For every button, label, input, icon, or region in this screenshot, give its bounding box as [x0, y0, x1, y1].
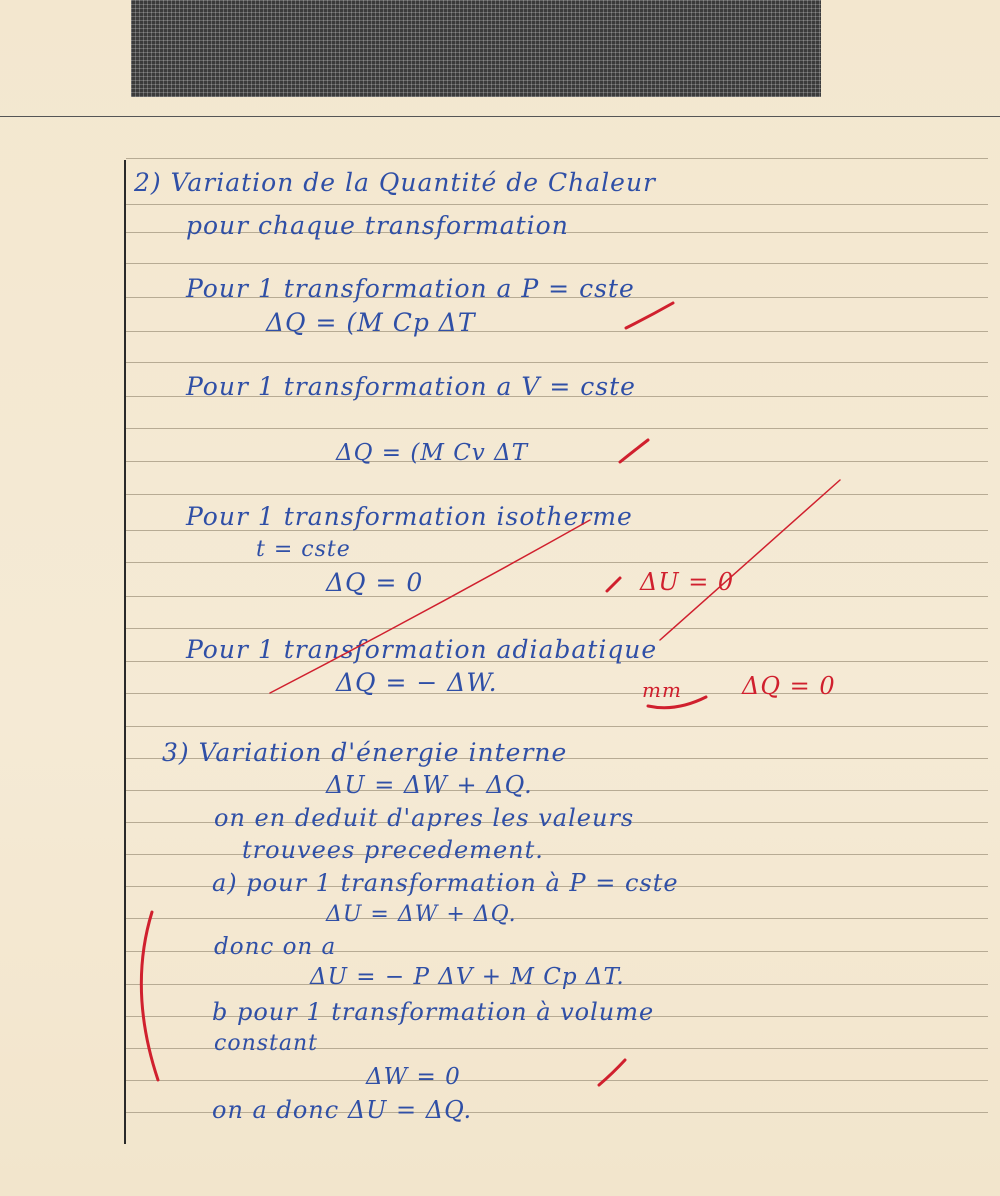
equation-line: ΔU = ΔW + ΔQ.: [326, 902, 517, 927]
equation-line: ΔQ = (M Cp ΔT: [266, 308, 476, 337]
handwritten-line: constant: [214, 1031, 318, 1056]
equation-line: ΔW = 0: [366, 1064, 461, 1090]
correction-note: mm: [642, 678, 682, 702]
section-heading-2: 2) Variation de la Quantité de Chaleur: [134, 168, 657, 197]
handwritten-line: Pour 1 transformation a V = cste: [186, 372, 636, 401]
equation-line: ΔU = − P ΔV + M Cp ΔT.: [310, 964, 625, 990]
handwritten-line: Pour 1 transformation adiabatique: [186, 635, 658, 664]
margin-line: [124, 160, 126, 1144]
handwritten-line: trouvees precedement.: [242, 836, 544, 864]
strike-line: [660, 480, 840, 640]
handwritten-line: t = cste: [256, 537, 351, 562]
handwritten-line: Pour 1 transformation a P = cste: [186, 274, 635, 303]
handwritten-line: on a donc ΔU = ΔQ.: [212, 1096, 473, 1124]
scan-header-strip: [131, 0, 821, 97]
check-mark: [607, 578, 620, 591]
handwritten-line: Pour 1 transformation isotherme: [186, 502, 633, 531]
handwritten-line: pour chaque transformation: [186, 211, 569, 240]
equation-line: ΔQ = (M Cv ΔT: [336, 440, 529, 466]
section-heading-3: 3) Variation d'énergie interne: [162, 738, 568, 767]
equation-line: ΔQ = 0: [326, 568, 424, 597]
handwritten-line: donc on a: [214, 934, 337, 960]
check-mark: [626, 303, 673, 328]
check-mark: [620, 440, 648, 462]
bracket-mark: [141, 912, 158, 1080]
check-mark: [599, 1060, 625, 1085]
handwritten-line: on en deduit d'apres les valeurs: [214, 804, 635, 832]
correction-note: ΔQ = 0: [742, 672, 836, 700]
correction-note: ΔU = 0: [640, 568, 735, 596]
equation-line: ΔQ = − ΔW.: [336, 668, 498, 697]
handwritten-line: a) pour 1 transformation à P = cste: [212, 869, 679, 897]
header-divider: [0, 116, 1000, 117]
handwritten-line: b pour 1 transformation à volume: [212, 998, 655, 1026]
equation-line: ΔU = ΔW + ΔQ.: [326, 771, 533, 799]
